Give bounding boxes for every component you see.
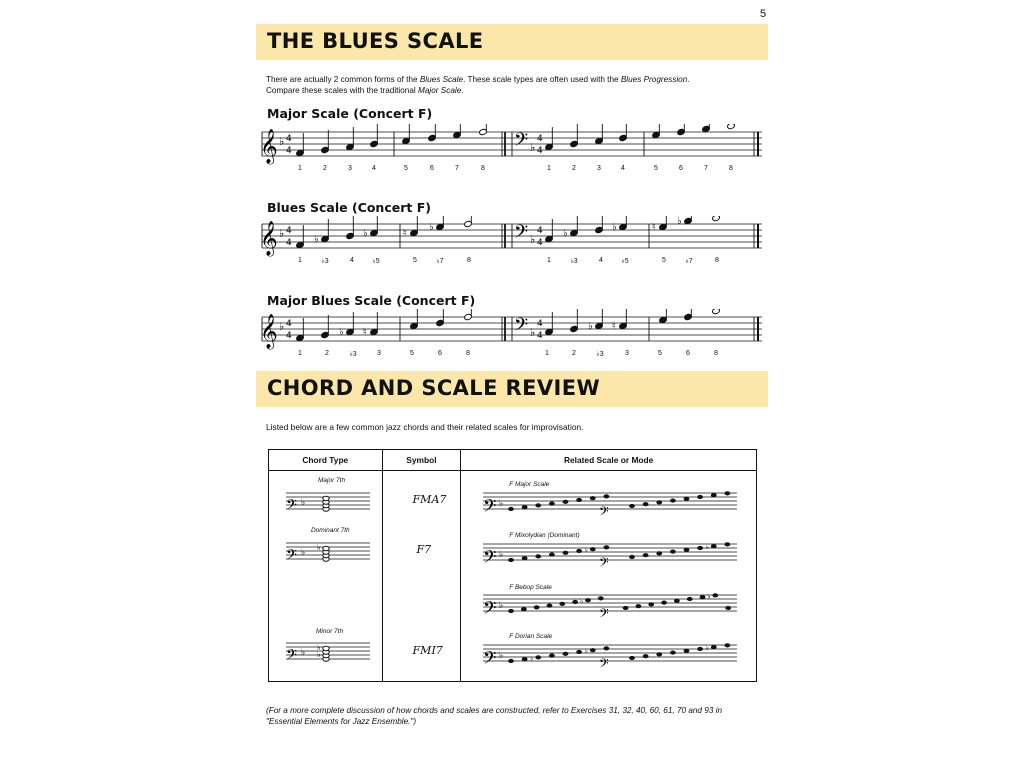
bass-clef-icon: 𝄢 xyxy=(483,648,497,671)
header-chord-type: Chord Type xyxy=(269,450,383,471)
scale-degree: 5 xyxy=(410,350,414,357)
scale-note xyxy=(711,493,716,497)
key-flat-icon: ♭ xyxy=(530,233,536,246)
page-number: 5 xyxy=(760,8,767,20)
accidental-icon: ♭ xyxy=(612,222,617,233)
key-flat-icon: ♭ xyxy=(279,320,285,333)
scale-degree: 7 xyxy=(704,165,708,172)
scale-degree: 2 xyxy=(323,165,327,172)
scale-note xyxy=(604,546,609,550)
bass-clef-icon: 𝄢 xyxy=(286,547,297,567)
related-scale-cell xyxy=(461,471,757,682)
scale-degree: 3 xyxy=(377,350,381,357)
scale-degree: 2 xyxy=(572,350,576,357)
scale-degree: 6 xyxy=(438,350,442,357)
footnote-line: "Essential Elements for Jazz Ensemble.") xyxy=(266,717,417,726)
key-flat-icon: ♭ xyxy=(499,601,504,611)
f-mixolydian-scale-staff xyxy=(481,534,741,570)
symbol-fma7: FMA7 xyxy=(412,493,447,506)
time-sig-bottom: 4 xyxy=(286,146,292,156)
scale-note xyxy=(671,499,676,503)
f-major-scale-staff xyxy=(481,483,741,519)
scale-degree: 8 xyxy=(715,257,719,264)
scale-note xyxy=(675,599,680,603)
blues-scale-heading: Blues Scale (Concert F) xyxy=(267,200,431,215)
scale-note xyxy=(598,597,603,601)
major-scale-heading: Major Scale (Concert F) xyxy=(267,106,433,121)
scale-label-mixolydian: F Mixolydian (Dominant) xyxy=(509,532,580,539)
scale-note xyxy=(643,502,648,506)
scale-note xyxy=(698,546,703,550)
chord-label-dominant7: Dominant 7th xyxy=(311,527,350,534)
scale-degree: ♭7 xyxy=(436,258,444,265)
scale-degree: 1 xyxy=(298,257,302,264)
scale-note xyxy=(577,549,582,553)
scale-note xyxy=(630,555,635,559)
scale-note xyxy=(604,495,609,499)
accidental-icon: ♮ xyxy=(363,327,367,338)
scale-degree: 3 xyxy=(597,165,601,172)
scale-degree: 6 xyxy=(679,165,683,172)
scale-degree: 3 xyxy=(625,350,629,357)
key-flat-icon: ♭ xyxy=(499,499,504,509)
scale-note xyxy=(522,657,527,661)
accidental-icon: ♭ xyxy=(429,222,434,233)
scale-note xyxy=(577,498,582,502)
scale-note xyxy=(550,654,555,658)
header-related-scale: Related Scale or Mode xyxy=(461,450,757,471)
bass-clef-icon: 𝄢 xyxy=(599,555,609,570)
key-flat-icon: ♭ xyxy=(279,227,285,240)
chord-note xyxy=(323,496,329,501)
dominant7-chord-staff xyxy=(284,535,374,569)
major-blues-scale-staff xyxy=(256,309,768,365)
scale-note xyxy=(684,548,689,552)
scale-note xyxy=(649,603,654,607)
scale-degree: ♭3 xyxy=(570,258,578,265)
key-flat-icon: ♭ xyxy=(499,651,504,661)
intro-text: . These scale types are often used with the xyxy=(463,75,621,84)
time-sig-bottom: 4 xyxy=(286,238,292,248)
scale-degree: 2 xyxy=(325,350,329,357)
scale-note xyxy=(684,649,689,653)
time-sig-top: 4 xyxy=(537,226,543,236)
accidental-icon: ♮ xyxy=(612,321,616,332)
bass-clef-icon: 𝄢 xyxy=(286,497,297,517)
key-flat-icon: ♭ xyxy=(530,141,536,154)
bass-clef-icon: 𝄢 xyxy=(483,496,497,519)
bass-clef-icon: 𝄢 xyxy=(514,130,529,155)
scale-note xyxy=(726,606,731,610)
time-sig-bottom: 4 xyxy=(537,146,543,156)
intro-text: . xyxy=(687,75,690,84)
accidental-icon: ♭ xyxy=(314,234,319,245)
scale-note xyxy=(713,594,718,598)
key-flat-icon: ♭ xyxy=(530,326,536,339)
scale-note xyxy=(636,604,641,608)
scale-degree: ♭3 xyxy=(596,351,604,358)
blues-scale-title: THE BLUES SCALE xyxy=(267,29,484,53)
time-sig-bottom: 4 xyxy=(537,238,543,248)
blues-scale-banner xyxy=(256,24,768,60)
scale-degree: 4 xyxy=(621,165,625,172)
time-sig-bottom: 4 xyxy=(286,331,292,341)
chord-review-banner xyxy=(256,371,768,407)
scale-note xyxy=(586,598,591,602)
time-sig-top: 4 xyxy=(537,134,543,144)
scale-note xyxy=(643,654,648,658)
accidental-icon: ♭ xyxy=(588,321,593,332)
scale-note xyxy=(657,653,662,657)
scale-note xyxy=(684,497,689,501)
scale-degree: 1 xyxy=(547,165,551,172)
intro-text: Compare these scales with the traditional xyxy=(266,86,419,95)
scale-degree: ♭5 xyxy=(621,258,629,265)
scale-degree: 2 xyxy=(572,165,576,172)
scale-note xyxy=(623,606,628,610)
accidental-icon: ♭ xyxy=(706,644,710,653)
scale-degree: 1 xyxy=(547,257,551,264)
major-blues-scale-heading: Major Blues Scale (Concert F) xyxy=(267,293,476,308)
scale-note xyxy=(573,600,578,604)
scale-note xyxy=(550,502,555,506)
scale-degree: 4 xyxy=(599,257,603,264)
scale-degree: 4 xyxy=(350,257,354,264)
chord-note xyxy=(323,646,329,651)
time-sig-top: 4 xyxy=(286,319,292,329)
scale-note xyxy=(725,543,730,547)
scale-degree: ♭7 xyxy=(685,258,693,265)
intro-text: There are actually 2 common forms of the xyxy=(266,75,420,84)
accidental-icon: ♭ xyxy=(677,216,682,227)
f-bebop-scale-staff xyxy=(481,585,741,621)
scale-note xyxy=(671,651,676,655)
accidental-icon: ♭ xyxy=(317,650,321,659)
scale-degree: 5 xyxy=(658,350,662,357)
scale-degree: 1 xyxy=(298,165,302,172)
scale-note xyxy=(563,551,568,555)
scale-note xyxy=(522,607,527,611)
scale-degree: 8 xyxy=(481,165,485,172)
f-dorian-scale-staff xyxy=(481,635,741,671)
scale-degree: 8 xyxy=(467,257,471,264)
chord-label-major7: Major 7th xyxy=(318,477,346,484)
scale-degree: 1 xyxy=(545,350,549,357)
scale-degree: 5 xyxy=(654,165,658,172)
scale-label-dorian: F Dorian Scale xyxy=(509,633,553,640)
time-sig-top: 4 xyxy=(286,134,292,144)
scale-note xyxy=(536,656,541,660)
scale-degree: ♭3 xyxy=(349,351,357,358)
symbol-fmi7: FMI7 xyxy=(412,644,443,657)
accidental-icon: ♭ xyxy=(585,546,589,555)
scale-note xyxy=(509,659,514,663)
bass-clef-icon: 𝄢 xyxy=(286,647,297,667)
bass-clef-icon: 𝄢 xyxy=(483,547,497,570)
scale-note xyxy=(698,495,703,499)
scale-note xyxy=(643,553,648,557)
bass-clef-icon: 𝄢 xyxy=(514,315,529,340)
key-flat-icon: ♭ xyxy=(301,498,306,508)
scale-note xyxy=(711,544,716,548)
scale-note xyxy=(590,496,595,500)
accidental-icon: ♭ xyxy=(339,327,344,338)
blues-intro xyxy=(266,74,766,96)
scale-degree: 5 xyxy=(404,165,408,172)
scale-note xyxy=(536,504,541,508)
intro-term: Major Scale xyxy=(418,86,462,95)
accidental-icon: ♮ xyxy=(652,222,656,233)
scale-degree: ♭3 xyxy=(321,258,329,265)
scale-note xyxy=(671,550,676,554)
scale-degree: 8 xyxy=(466,350,470,357)
time-sig-top: 4 xyxy=(286,226,292,236)
scale-note xyxy=(522,505,527,509)
scale-note xyxy=(604,647,609,651)
scale-note xyxy=(563,652,568,656)
scale-degree: 7 xyxy=(455,165,459,172)
scale-label-major: F Major Scale xyxy=(509,481,550,488)
intro-term: Blues Scale xyxy=(419,75,464,84)
scale-degree: 8 xyxy=(729,165,733,172)
review-intro: Listed below are a few common jazz chords and their related scales for improvisation. xyxy=(266,422,584,432)
scale-degree: 5 xyxy=(662,257,666,264)
accidental-icon: ♭ xyxy=(363,228,368,239)
treble-clef-icon: 𝄞 xyxy=(260,221,278,256)
scale-note xyxy=(725,644,730,648)
scale-note xyxy=(560,602,565,606)
bass-clef-icon: 𝄢 xyxy=(514,222,529,247)
minor7-chord-staff xyxy=(284,635,374,669)
scale-degree: 1 xyxy=(298,350,302,357)
bass-clef-icon: 𝄢 xyxy=(483,598,497,621)
scale-degree: 6 xyxy=(686,350,690,357)
scale-note xyxy=(522,556,527,560)
scale-note xyxy=(630,504,635,508)
major7-chord-staff xyxy=(284,485,374,519)
accidental-icon: ♭ xyxy=(530,654,534,663)
symbol-f7: F7 xyxy=(416,543,432,556)
scale-note xyxy=(687,597,692,601)
bass-clef-icon: 𝄢 xyxy=(599,504,609,519)
scale-note xyxy=(536,555,541,559)
accidental-icon: ♮ xyxy=(403,228,407,239)
scale-note xyxy=(725,492,730,496)
chord-label-minor7: Minor 7th xyxy=(316,628,344,635)
time-sig-top: 4 xyxy=(537,319,543,329)
scale-note xyxy=(509,558,514,562)
scale-note xyxy=(657,501,662,505)
scale-note xyxy=(698,647,703,651)
key-flat-icon: ♭ xyxy=(499,550,504,560)
scale-note xyxy=(711,645,716,649)
accidental-icon: ♭ xyxy=(317,643,321,652)
chord-review-title: CHORD AND SCALE REVIEW xyxy=(267,376,601,400)
accidental-icon: ♭ xyxy=(563,228,568,239)
scale-note xyxy=(577,650,582,654)
header-symbol: Symbol xyxy=(382,450,461,471)
scale-note xyxy=(590,547,595,551)
scale-note xyxy=(550,553,555,557)
accidental-icon: ♭ xyxy=(585,647,589,656)
treble-clef-icon: 𝄞 xyxy=(260,129,278,164)
accidental-icon: ♭ xyxy=(706,543,710,552)
footnote xyxy=(266,705,766,727)
scale-note xyxy=(509,507,514,511)
symbol-cell xyxy=(382,471,461,682)
footnote-line: (For a more complete discussion of how chords and scales are constructed, refer to Exercises 31, 32, 40, 60, 61, 70 and 93 in xyxy=(266,706,723,715)
scale-note xyxy=(547,604,552,608)
accidental-icon: ♭ xyxy=(707,592,711,601)
scale-label-bebop: F Bebop Scale xyxy=(509,584,552,591)
scale-note xyxy=(700,595,705,599)
scale-note xyxy=(509,609,514,613)
scale-degree: ♭5 xyxy=(372,258,380,265)
scale-note xyxy=(657,552,662,556)
scale-degree: 5 xyxy=(413,257,417,264)
intro-term: Blues Progression xyxy=(620,75,688,84)
scale-degree: 8 xyxy=(714,350,718,357)
scale-degree: 4 xyxy=(372,165,376,172)
chord-type-cell xyxy=(269,471,383,682)
chord-note xyxy=(323,546,329,551)
scale-note xyxy=(662,601,667,605)
chord-scale-table xyxy=(268,449,757,682)
key-flat-icon: ♭ xyxy=(301,648,306,658)
major-scale-staff xyxy=(256,124,768,180)
accidental-icon: ♭ xyxy=(580,597,584,606)
treble-clef-icon: 𝄞 xyxy=(260,314,278,349)
accidental-icon: ♭ xyxy=(317,543,321,552)
time-sig-bottom: 4 xyxy=(537,331,543,341)
bass-clef-icon: 𝄢 xyxy=(599,606,609,621)
key-flat-icon: ♭ xyxy=(279,135,285,148)
scale-note xyxy=(563,500,568,504)
scale-degree: 6 xyxy=(430,165,434,172)
key-flat-icon: ♭ xyxy=(301,548,306,558)
intro-text: . xyxy=(461,86,464,95)
scale-note xyxy=(534,606,539,610)
scale-note xyxy=(590,648,595,652)
scale-degree: 3 xyxy=(348,165,352,172)
bass-clef-icon: 𝄢 xyxy=(599,656,609,671)
scale-note xyxy=(630,656,635,660)
